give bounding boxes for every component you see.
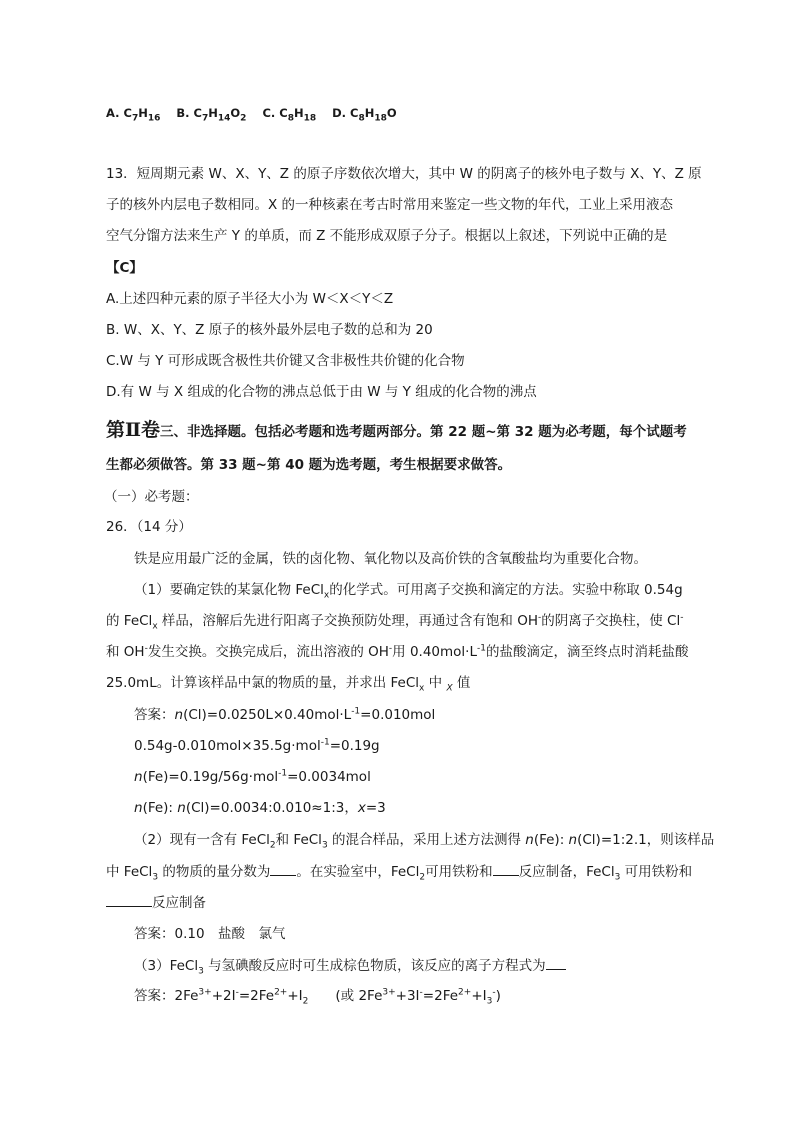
- q26-part1-line1: （1）要确定铁的某氯化物 FeCl$_x$的化学式。可用离子交换和滴定的方法。实验中称取 0.54g: [134, 582, 683, 601]
- q12-options: [106, 103, 397, 123]
- q13-stem-line1: 13．短周期元素 W、X、Y、Z 的原子序数依次增大，其中 W 的阴离子的核外电子数与 X、Y、Z 原: [106, 166, 702, 182]
- option-c: C. $C_8H_{18}$: [262, 106, 317, 124]
- q26-part2-line1: （2）现有一含有 FeCl$_2$和 FeCl$_3$ 的混合样品，采用上述方法测得 n(Fe): n(Cl)=1:2.1，则该样品: [134, 832, 715, 851]
- q13-answer: 【C】: [106, 260, 143, 276]
- q26-part1-line2: 的 FeCl$_x$ 样品，溶解后先进行阳离子交换预防处理，再通过含有饱和 OH-的阴离子交换柱，使 Cl-: [106, 612, 684, 632]
- q26-answer1-line3: n(Fe)=0.19g/56g·mol$^{-1}$=0.0034mol: [134, 768, 371, 785]
- blank-fill-3: [106, 892, 152, 907]
- q26-answer1-line4: n(Fe): n(Cl)=0.0034:0.010≈1:3，x=3: [134, 800, 386, 816]
- section-title: 第Ⅱ卷: [106, 419, 161, 441]
- blank-fill-1: [270, 861, 296, 876]
- q26-part1-line3: 和 OH-发生交换。交换完成后，流出溶液的 OH-用 $0.40mol\cdot L^{-1}$的盐酸滴定，滴至终点时消耗盐酸: [106, 643, 689, 660]
- q26-part3: （3）FeCl$_3$ 与氢碘酸反应时可生成棕色物质，该反应的离子方程式为: [134, 955, 566, 976]
- q13-option-d: D.有 W 与 X 组成的化合物的沸点总低于由 W 与 Y 组成的化合物的沸点: [106, 384, 537, 400]
- q13-option-c: C.W 与 Y 可形成既含极性共价键又含非极性共价键的化合物: [106, 353, 465, 369]
- q26-part2-line3: 反应制备: [106, 892, 206, 913]
- q26-answer1-line1: 答案：$n(Cl)=0.0250L\times 0.40mol\cdot L^{-1}=0.010mol$: [134, 706, 436, 723]
- section-subheading: （一）必考题：: [104, 489, 199, 505]
- q26-intro: 铁是应用最广泛的金属，铁的卤化物、氧化物以及高价铁的含氧酸盐均为重要化合物。: [134, 551, 647, 567]
- q26-answer2: 答案：0.10 盐酸 氯气: [134, 926, 286, 942]
- q13-option-b: B. W、X、Y、Z 原子的核外最外层电子数的总和为 20: [106, 322, 433, 338]
- q26-answer1-line2: 0.54g-0.010mol×35.5g·mol$^{-1}$=0.19g: [134, 737, 380, 754]
- q13-stem-line3: 空气分馏方法来生产 Y 的单质，而 Z 不能形成双原子分子。根据以上叙述，下列说中正确的是: [106, 228, 668, 244]
- q26-answer3: 答案：$2Fe^{3+}+2I^-=2Fe^{2+}+I_2$ (或 $2Fe^{3+}+3I^-=2Fe^{2+}+I_3^-$): [134, 987, 501, 1007]
- q13-option-a: A.上述四种元素的原子半径大小为 W＜X＜Y＜Z: [106, 291, 394, 307]
- q13-stem-line2: 子的核外内层电子数相同。X 的一种核素在考古时常用来鉴定一些文物的年代，工业上采用液态: [106, 197, 674, 213]
- option-a: A. $C_7H_{16}$: [106, 106, 161, 124]
- blank-fill-4: [546, 955, 566, 970]
- q26-part2-line2: 中 FeCl$_3$ 的物质的量分数为 。在实验室中，FeCl$_2$可用铁粉和 反应制备，FeCl$_3$ 可用铁粉和: [106, 861, 692, 882]
- option-b: B. $C_7H_{14}O_2$: [176, 106, 247, 124]
- section-desc-line1: 三、非选择题。包括必考题和选考题两部分。第 22 题~第 32 题为必考题，每个试题考: [160, 424, 687, 440]
- blank-fill-2: [493, 861, 519, 876]
- q26-part1-line4: 25.0mL。计算该样品中氯的物质的量，并求出 FeCl$_x$ 中 $_X$ 值: [106, 675, 471, 694]
- option-d: D. $C_8H_{18}O$: [332, 106, 397, 124]
- section-desc-line2: 生都必须做答。第 33 题~第 40 题为选考题，考生根据要求做答。: [106, 457, 512, 473]
- q26-header: 26．（14 分）: [106, 519, 192, 535]
- section-header: [106, 420, 687, 442]
